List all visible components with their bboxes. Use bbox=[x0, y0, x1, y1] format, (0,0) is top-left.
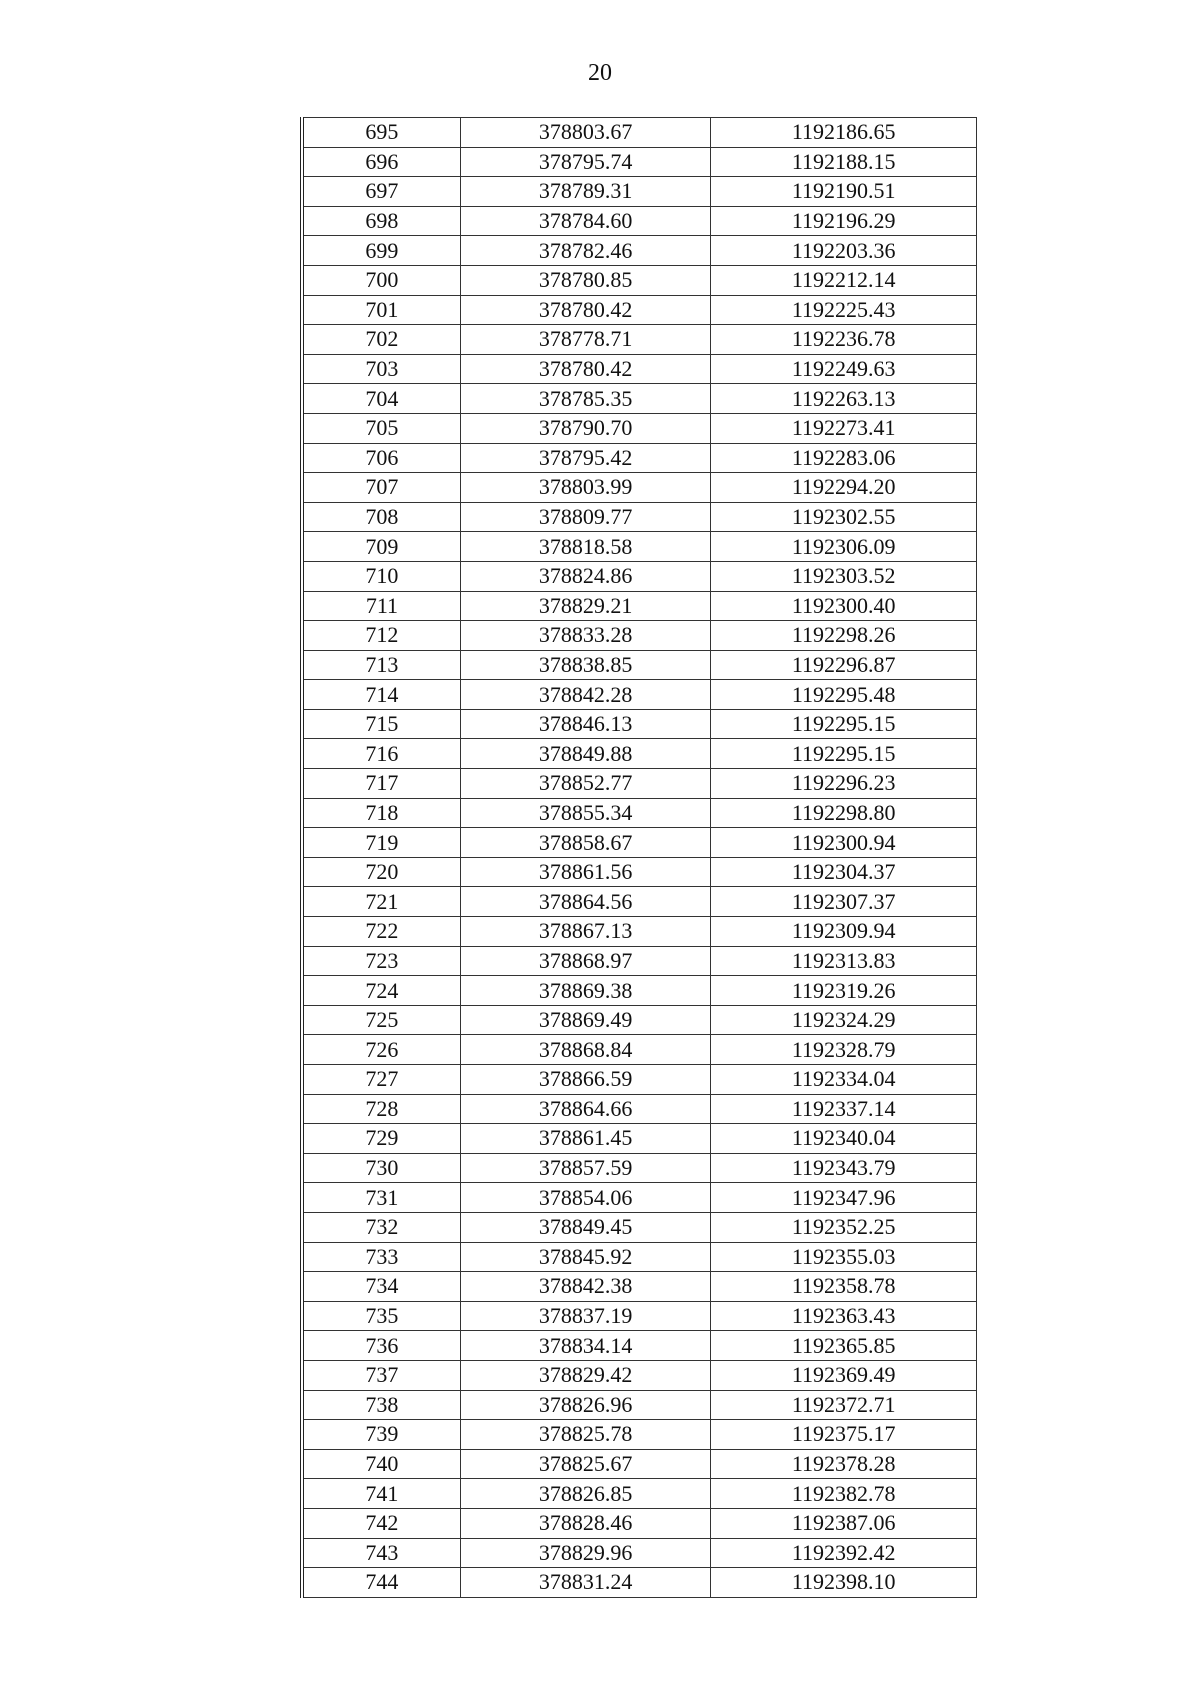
x-coordinate-cell: 378868.97 bbox=[460, 946, 711, 976]
table-row bbox=[302, 177, 977, 207]
table-row bbox=[302, 1153, 977, 1183]
y-coordinate-cell: 1192347.96 bbox=[711, 1183, 977, 1213]
point-number-cell: 708 bbox=[302, 502, 460, 532]
y-coordinate-cell: 1192387.06 bbox=[711, 1508, 977, 1538]
point-number-cell: 736 bbox=[302, 1331, 460, 1361]
x-coordinate-cell: 378829.21 bbox=[460, 591, 711, 621]
point-number-cell: 735 bbox=[302, 1301, 460, 1331]
y-coordinate-cell: 1192365.85 bbox=[711, 1331, 977, 1361]
page-number: 20 bbox=[588, 60, 612, 86]
x-coordinate-cell: 378829.96 bbox=[460, 1538, 711, 1568]
x-coordinate-cell: 378858.67 bbox=[460, 828, 711, 858]
table-row bbox=[302, 857, 977, 887]
x-coordinate-cell: 378825.78 bbox=[460, 1420, 711, 1450]
table-row bbox=[302, 946, 977, 976]
y-coordinate-cell: 1192303.52 bbox=[711, 561, 977, 591]
point-number-cell: 723 bbox=[302, 946, 460, 976]
x-coordinate-cell: 378852.77 bbox=[460, 769, 711, 799]
x-coordinate-cell: 378782.46 bbox=[460, 236, 711, 266]
table-row bbox=[302, 887, 977, 917]
y-coordinate-cell: 1192273.41 bbox=[711, 413, 977, 443]
y-coordinate-cell: 1192196.29 bbox=[711, 206, 977, 236]
y-coordinate-cell: 1192295.48 bbox=[711, 680, 977, 710]
x-coordinate-cell: 378869.38 bbox=[460, 976, 711, 1006]
x-coordinate-cell: 378845.92 bbox=[460, 1242, 711, 1272]
point-number-cell: 709 bbox=[302, 532, 460, 562]
point-number-cell: 738 bbox=[302, 1390, 460, 1420]
y-coordinate-cell: 1192225.43 bbox=[711, 295, 977, 325]
y-coordinate-cell: 1192398.10 bbox=[711, 1568, 977, 1598]
y-coordinate-cell: 1192324.29 bbox=[711, 1005, 977, 1035]
x-coordinate-cell: 378842.28 bbox=[460, 680, 711, 710]
x-coordinate-cell: 378828.46 bbox=[460, 1508, 711, 1538]
point-number-cell: 731 bbox=[302, 1183, 460, 1213]
point-number-cell: 726 bbox=[302, 1035, 460, 1065]
point-number-cell: 741 bbox=[302, 1479, 460, 1509]
x-coordinate-cell: 378861.56 bbox=[460, 857, 711, 887]
point-number-cell: 706 bbox=[302, 443, 460, 473]
table-row bbox=[302, 1005, 977, 1035]
y-coordinate-cell: 1192382.78 bbox=[711, 1479, 977, 1509]
y-coordinate-cell: 1192337.14 bbox=[711, 1094, 977, 1124]
y-coordinate-cell: 1192319.26 bbox=[711, 976, 977, 1006]
x-coordinate-cell: 378780.42 bbox=[460, 295, 711, 325]
table-row bbox=[302, 561, 977, 591]
table-row bbox=[302, 532, 977, 562]
table-row bbox=[302, 650, 977, 680]
y-coordinate-cell: 1192294.20 bbox=[711, 473, 977, 503]
x-coordinate-cell: 378826.85 bbox=[460, 1479, 711, 1509]
point-number-cell: 721 bbox=[302, 887, 460, 917]
table-row bbox=[302, 769, 977, 799]
point-number-cell: 724 bbox=[302, 976, 460, 1006]
table-row bbox=[302, 443, 977, 473]
point-number-cell: 701 bbox=[302, 295, 460, 325]
y-coordinate-cell: 1192186.65 bbox=[711, 118, 977, 148]
table-row bbox=[302, 1390, 977, 1420]
table-row bbox=[302, 1183, 977, 1213]
point-number-cell: 714 bbox=[302, 680, 460, 710]
point-number-cell: 728 bbox=[302, 1094, 460, 1124]
y-coordinate-cell: 1192298.80 bbox=[711, 798, 977, 828]
y-coordinate-cell: 1192188.15 bbox=[711, 147, 977, 177]
y-coordinate-cell: 1192296.87 bbox=[711, 650, 977, 680]
x-coordinate-cell: 378866.59 bbox=[460, 1065, 711, 1095]
x-coordinate-cell: 378857.59 bbox=[460, 1153, 711, 1183]
table-row bbox=[302, 798, 977, 828]
table-row bbox=[302, 1242, 977, 1272]
table-row bbox=[302, 828, 977, 858]
point-number-cell: 715 bbox=[302, 709, 460, 739]
y-coordinate-cell: 1192372.71 bbox=[711, 1390, 977, 1420]
y-coordinate-cell: 1192296.23 bbox=[711, 769, 977, 799]
table-row bbox=[302, 680, 977, 710]
x-coordinate-cell: 378785.35 bbox=[460, 384, 711, 414]
table-row bbox=[302, 1035, 977, 1065]
y-coordinate-cell: 1192190.51 bbox=[711, 177, 977, 207]
point-number-cell: 730 bbox=[302, 1153, 460, 1183]
y-coordinate-cell: 1192352.25 bbox=[711, 1212, 977, 1242]
table-row bbox=[302, 502, 977, 532]
table-row bbox=[302, 1301, 977, 1331]
point-number-cell: 732 bbox=[302, 1212, 460, 1242]
table-row bbox=[302, 1420, 977, 1450]
x-coordinate-cell: 378867.13 bbox=[460, 917, 711, 947]
x-coordinate-cell: 378780.85 bbox=[460, 265, 711, 295]
y-coordinate-cell: 1192309.94 bbox=[711, 917, 977, 947]
table-row bbox=[302, 413, 977, 443]
table-row bbox=[302, 1449, 977, 1479]
point-number-cell: 713 bbox=[302, 650, 460, 680]
y-coordinate-cell: 1192203.36 bbox=[711, 236, 977, 266]
table-row bbox=[302, 1094, 977, 1124]
x-coordinate-cell: 378789.31 bbox=[460, 177, 711, 207]
table-row bbox=[302, 295, 977, 325]
point-number-cell: 707 bbox=[302, 473, 460, 503]
x-coordinate-cell: 378846.13 bbox=[460, 709, 711, 739]
y-coordinate-cell: 1192363.43 bbox=[711, 1301, 977, 1331]
point-number-cell: 722 bbox=[302, 917, 460, 947]
table-row bbox=[302, 739, 977, 769]
point-number-cell: 716 bbox=[302, 739, 460, 769]
point-number-cell: 698 bbox=[302, 206, 460, 236]
y-coordinate-cell: 1192307.37 bbox=[711, 887, 977, 917]
x-coordinate-cell: 378790.70 bbox=[460, 413, 711, 443]
y-coordinate-cell: 1192378.28 bbox=[711, 1449, 977, 1479]
x-coordinate-cell: 378849.88 bbox=[460, 739, 711, 769]
x-coordinate-cell: 378829.42 bbox=[460, 1360, 711, 1390]
table-row bbox=[302, 1508, 977, 1538]
x-coordinate-cell: 378837.19 bbox=[460, 1301, 711, 1331]
y-coordinate-cell: 1192300.40 bbox=[711, 591, 977, 621]
y-coordinate-cell: 1192295.15 bbox=[711, 739, 977, 769]
table-row bbox=[302, 1331, 977, 1361]
table-row bbox=[302, 709, 977, 739]
point-number-cell: 696 bbox=[302, 147, 460, 177]
point-number-cell: 725 bbox=[302, 1005, 460, 1035]
point-number-cell: 727 bbox=[302, 1065, 460, 1095]
table-row bbox=[302, 976, 977, 1006]
x-coordinate-cell: 378864.56 bbox=[460, 887, 711, 917]
y-coordinate-cell: 1192355.03 bbox=[711, 1242, 977, 1272]
point-number-cell: 739 bbox=[302, 1420, 460, 1450]
y-coordinate-cell: 1192236.78 bbox=[711, 325, 977, 355]
point-number-cell: 744 bbox=[302, 1568, 460, 1598]
y-coordinate-cell: 1192334.04 bbox=[711, 1065, 977, 1095]
table-row bbox=[302, 325, 977, 355]
x-coordinate-cell: 378849.45 bbox=[460, 1212, 711, 1242]
y-coordinate-cell: 1192340.04 bbox=[711, 1124, 977, 1154]
x-coordinate-cell: 378842.38 bbox=[460, 1272, 711, 1302]
table-row bbox=[302, 917, 977, 947]
y-coordinate-cell: 1192302.55 bbox=[711, 502, 977, 532]
x-coordinate-cell: 378834.14 bbox=[460, 1331, 711, 1361]
x-coordinate-cell: 378826.96 bbox=[460, 1390, 711, 1420]
point-number-cell: 697 bbox=[302, 177, 460, 207]
table-row bbox=[302, 147, 977, 177]
x-coordinate-cell: 378855.34 bbox=[460, 798, 711, 828]
point-number-cell: 734 bbox=[302, 1272, 460, 1302]
point-number-cell: 729 bbox=[302, 1124, 460, 1154]
x-coordinate-cell: 378838.85 bbox=[460, 650, 711, 680]
x-coordinate-cell: 378861.45 bbox=[460, 1124, 711, 1154]
table-row bbox=[302, 1124, 977, 1154]
point-number-cell: 703 bbox=[302, 354, 460, 384]
x-coordinate-cell: 378784.60 bbox=[460, 206, 711, 236]
point-number-cell: 702 bbox=[302, 325, 460, 355]
point-number-cell: 742 bbox=[302, 1508, 460, 1538]
y-coordinate-cell: 1192328.79 bbox=[711, 1035, 977, 1065]
point-number-cell: 737 bbox=[302, 1360, 460, 1390]
table-row bbox=[302, 1568, 977, 1598]
x-coordinate-cell: 378809.77 bbox=[460, 502, 711, 532]
table-row bbox=[302, 384, 977, 414]
x-coordinate-cell: 378778.71 bbox=[460, 325, 711, 355]
point-number-cell: 711 bbox=[302, 591, 460, 621]
x-coordinate-cell: 378869.49 bbox=[460, 1005, 711, 1035]
table-row bbox=[302, 1479, 977, 1509]
y-coordinate-cell: 1192212.14 bbox=[711, 265, 977, 295]
point-number-cell: 695 bbox=[302, 118, 460, 148]
table-row bbox=[302, 118, 977, 148]
table-row bbox=[302, 206, 977, 236]
x-coordinate-cell: 378795.42 bbox=[460, 443, 711, 473]
point-number-cell: 704 bbox=[302, 384, 460, 414]
x-coordinate-cell: 378818.58 bbox=[460, 532, 711, 562]
x-coordinate-cell: 378868.84 bbox=[460, 1035, 711, 1065]
x-coordinate-cell: 378833.28 bbox=[460, 621, 711, 651]
y-coordinate-cell: 1192283.06 bbox=[711, 443, 977, 473]
x-coordinate-cell: 378864.66 bbox=[460, 1094, 711, 1124]
y-coordinate-cell: 1192298.26 bbox=[711, 621, 977, 651]
coordinates-table bbox=[300, 117, 977, 1598]
x-coordinate-cell: 378803.67 bbox=[460, 118, 711, 148]
point-number-cell: 733 bbox=[302, 1242, 460, 1272]
x-coordinate-cell: 378831.24 bbox=[460, 1568, 711, 1598]
point-number-cell: 719 bbox=[302, 828, 460, 858]
y-coordinate-cell: 1192343.79 bbox=[711, 1153, 977, 1183]
point-number-cell: 743 bbox=[302, 1538, 460, 1568]
y-coordinate-cell: 1192392.42 bbox=[711, 1538, 977, 1568]
point-number-cell: 700 bbox=[302, 265, 460, 295]
table-row bbox=[302, 621, 977, 651]
table-row bbox=[302, 1212, 977, 1242]
point-number-cell: 705 bbox=[302, 413, 460, 443]
coordinates-table-body bbox=[302, 118, 977, 1598]
table-row bbox=[302, 1538, 977, 1568]
table-row bbox=[302, 1272, 977, 1302]
y-coordinate-cell: 1192375.17 bbox=[711, 1420, 977, 1450]
table-row bbox=[302, 1065, 977, 1095]
point-number-cell: 710 bbox=[302, 561, 460, 591]
point-number-cell: 740 bbox=[302, 1449, 460, 1479]
point-number-cell: 720 bbox=[302, 857, 460, 887]
x-coordinate-cell: 378803.99 bbox=[460, 473, 711, 503]
table-row bbox=[302, 236, 977, 266]
y-coordinate-cell: 1192249.63 bbox=[711, 354, 977, 384]
x-coordinate-cell: 378854.06 bbox=[460, 1183, 711, 1213]
table-row bbox=[302, 265, 977, 295]
x-coordinate-cell: 378824.86 bbox=[460, 561, 711, 591]
y-coordinate-cell: 1192306.09 bbox=[711, 532, 977, 562]
point-number-cell: 718 bbox=[302, 798, 460, 828]
y-coordinate-cell: 1192313.83 bbox=[711, 946, 977, 976]
point-number-cell: 699 bbox=[302, 236, 460, 266]
y-coordinate-cell: 1192295.15 bbox=[711, 709, 977, 739]
x-coordinate-cell: 378825.67 bbox=[460, 1449, 711, 1479]
y-coordinate-cell: 1192300.94 bbox=[711, 828, 977, 858]
table-row bbox=[302, 473, 977, 503]
y-coordinate-cell: 1192304.37 bbox=[711, 857, 977, 887]
y-coordinate-cell: 1192263.13 bbox=[711, 384, 977, 414]
point-number-cell: 712 bbox=[302, 621, 460, 651]
table-row bbox=[302, 591, 977, 621]
x-coordinate-cell: 378780.42 bbox=[460, 354, 711, 384]
y-coordinate-cell: 1192369.49 bbox=[711, 1360, 977, 1390]
point-number-cell: 717 bbox=[302, 769, 460, 799]
table-row bbox=[302, 1360, 977, 1390]
table-row bbox=[302, 354, 977, 384]
x-coordinate-cell: 378795.74 bbox=[460, 147, 711, 177]
y-coordinate-cell: 1192358.78 bbox=[711, 1272, 977, 1302]
